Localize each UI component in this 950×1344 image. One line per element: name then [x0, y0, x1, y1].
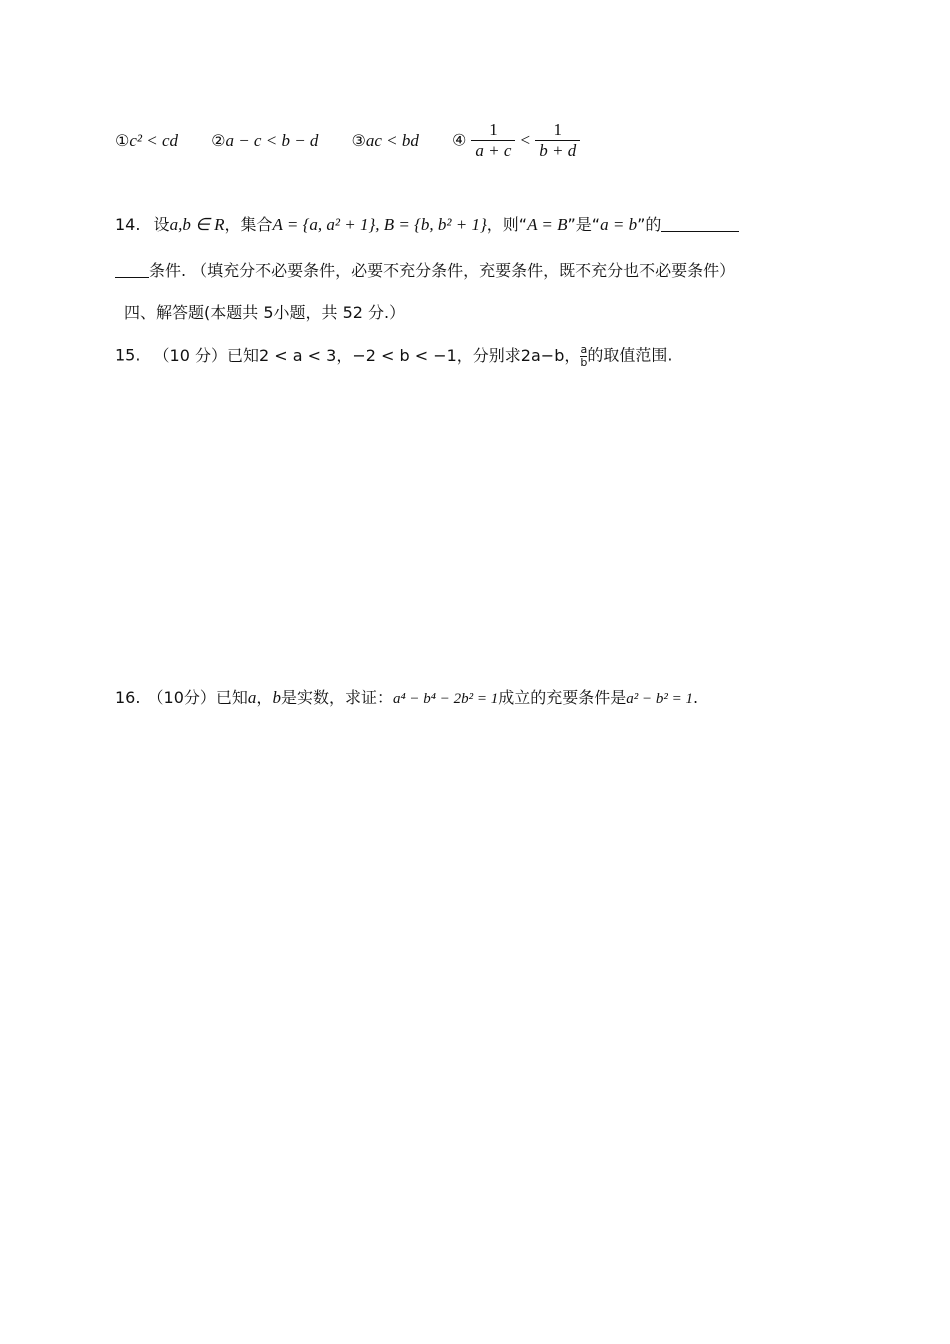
question-16-mid: 是实数，求证： — [280, 688, 393, 707]
question-14-answer-blank-continued[interactable] — [115, 261, 149, 278]
option-4 — [452, 120, 580, 162]
question-14-set-word: ，集合 — [224, 215, 273, 234]
question-14-set-expr: A = {a, a² + 1}, B = {b, b² + 1} — [272, 215, 487, 234]
option-4-num-right: 1 — [553, 120, 562, 139]
question-14-number: 14. — [115, 215, 141, 234]
option-2 — [211, 131, 318, 151]
question-16-expr-2: a² − b² = 1 — [626, 691, 694, 707]
option-4-mark: ④ — [451, 130, 467, 150]
option-3-text: ac < bd — [365, 130, 419, 150]
question-16-expr-1: a⁴ − b⁴ − 2b² = 1 — [392, 691, 499, 707]
option-2-text: a − c < b − d — [225, 130, 319, 150]
option-1 — [115, 131, 178, 151]
question-16-sep: ， — [256, 688, 273, 707]
question-14-then: ，则“ — [486, 215, 528, 234]
question-16-mid-2: 成立的充要条件是 — [498, 688, 627, 707]
question-16-var-b: b — [272, 688, 281, 707]
question-14-tail: 条件. （填充分不必要条件，必要不充分条件，充要条件，既不充分也不必要条件） — [149, 261, 736, 280]
question-16-lead: （10分）已知 — [147, 688, 248, 707]
question-16-number: 16. — [115, 688, 141, 707]
question-16 — [115, 688, 698, 708]
section-4-heading: 四、解答题(本题共 5小题，共 52 分.） — [124, 303, 406, 322]
question-14-vars: a,b ∈ R — [169, 215, 225, 234]
question-15 — [115, 344, 672, 368]
question-14-line-2 — [115, 261, 735, 280]
question-15-tail: 的取值范围. — [587, 345, 673, 365]
option-4-fraction-left — [471, 120, 515, 162]
option-4-fraction-right — [535, 120, 580, 162]
option-3-mark: ③ — [351, 130, 366, 150]
options-row — [115, 120, 608, 162]
option-1-mark: ① — [115, 130, 130, 150]
option-4-num-left: 1 — [489, 120, 498, 139]
question-14-cond-2: a = b — [600, 215, 638, 234]
option-4-relation: < — [520, 130, 531, 150]
option-4-den-left: a + c — [471, 140, 515, 161]
option-4-den-right: b + d — [535, 140, 580, 161]
question-14-answer-blank[interactable] — [661, 215, 739, 232]
question-14-lead: 设 — [153, 215, 170, 234]
question-14-line-1 — [115, 215, 739, 235]
question-15-fraction-num: a — [580, 343, 588, 356]
option-2-mark: ② — [211, 130, 226, 150]
question-15-fraction-den: b — [580, 355, 588, 369]
option-3 — [352, 131, 419, 151]
option-1-text: c² < cd — [129, 130, 179, 150]
question-15-text: （10 分）已知2 < a < 3，−2 < b < −1，分别求2a−b， — [153, 345, 581, 365]
question-15-number: 15. — [115, 345, 141, 365]
question-16-end: . — [693, 688, 699, 707]
question-14-of: ”的 — [637, 215, 662, 234]
question-16-var-a: a — [247, 688, 257, 707]
question-14-cond-1: A = B — [527, 215, 568, 234]
question-14-is: ”是“ — [567, 215, 601, 234]
